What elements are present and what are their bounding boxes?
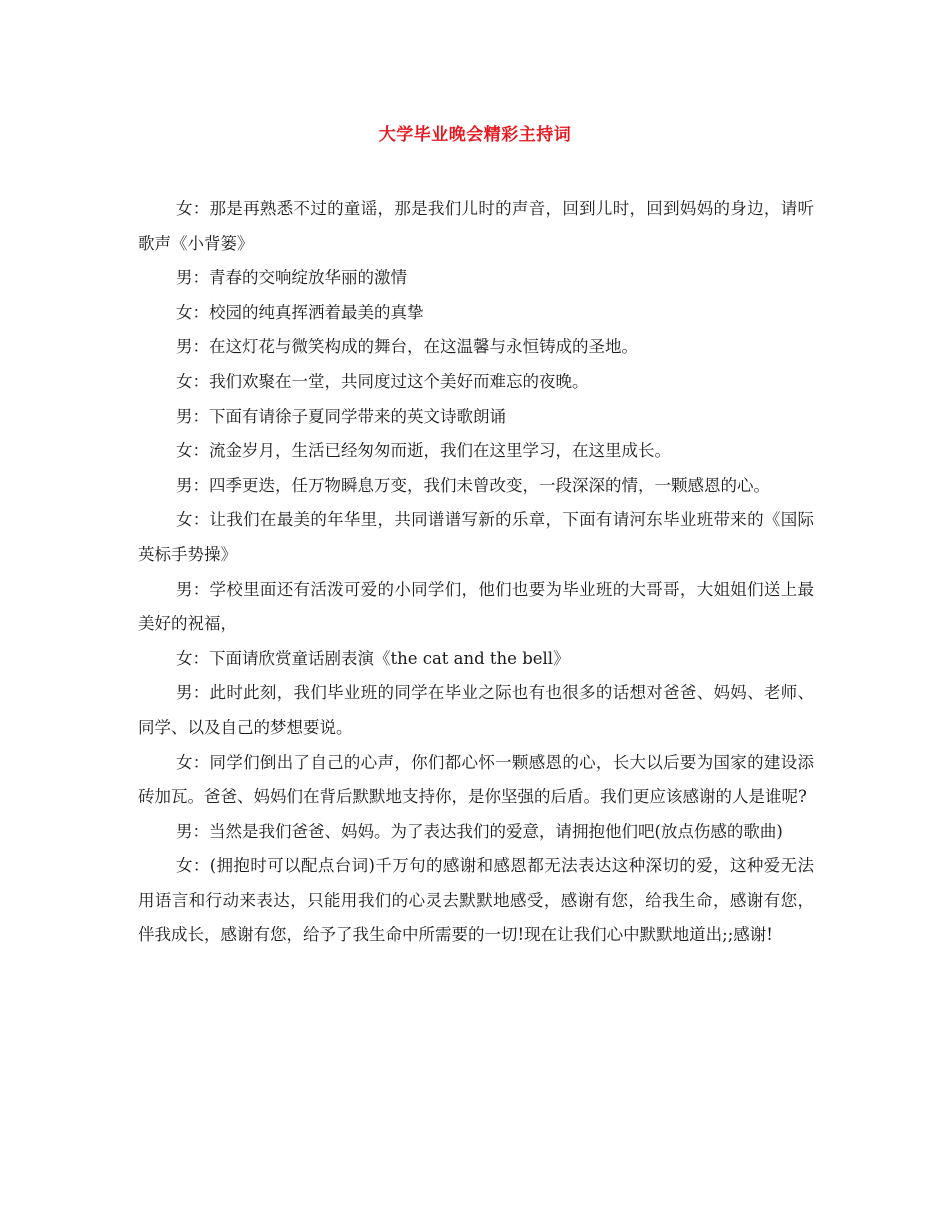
- dialogue-paragraph: 男：青春的交响绽放华丽的激情: [175, 268, 407, 288]
- dialogue-paragraph: 男：当然是我们爸爸、妈妈。为了表达我们的爱意，请拥抱他们吧(放点伤感的歌曲): [175, 821, 783, 841]
- dialogue-paragraph: 男：四季更迭，任万物瞬息万变，我们未曾改变，一段深深的情，一颗感恩的心。: [175, 475, 770, 495]
- dialogue-paragraph: 女：下面请欣赏童话剧表演《the cat and the bell》: [175, 648, 570, 668]
- page-title: 大学毕业晚会精彩主持词: [378, 125, 572, 145]
- dialogue-paragraph: 女：同学们倒出了自己的心声，你们都心怀一颗感恩的心，长大以后要为国家的建设添砖加瓦。爸爸、妈妈们在背后默默地支持你，是你坚强的后盾。我们更应该感谢的人是谁呢?: [138, 752, 814, 807]
- dialogue-paragraph: 女：(拥抱时可以配点台词)千万句的感谢和感恩都无法表达这种深切的爱，这种爱无法用语言和行动来表达，只能用我们的心灵去默默地感受，感谢有您，给我生命，感谢有您，伴我成长，感谢有您，给予了我生命中所需要的一切!现在让我们心中默默地道出;;感谢!: [138, 856, 814, 945]
- dialogue-paragraph: 女：流金岁月，生活已经匆匆而逝，我们在这里学习，在这里成长。: [175, 441, 671, 461]
- dialogue-paragraph: 男：在这灯花与微笑构成的舞台，在这温馨与永恒铸成的圣地。: [175, 337, 638, 357]
- dialogue-paragraph: 女：那是再熟悉不过的童谣，那是我们儿时的声音，回到儿时，回到妈妈的身边，请听歌声《小背篓》: [138, 199, 814, 253]
- dialogue-paragraph: 女：我们欢聚在一堂，共同度过这个美好而难忘的夜晚。: [175, 371, 589, 391]
- dialogue-paragraph: 男：此时此刻，我们毕业班的同学在毕业之际也有也很多的话想对爸爸、妈妈、老师、同学、以及自己的梦想要说。: [138, 683, 814, 737]
- dialogue-paragraph: 男：下面有请徐子夏同学带来的英文诗歌朗诵: [175, 406, 506, 426]
- dialogue-paragraph: 男：学校里面还有活泼可爱的小同学们，他们也要为毕业班的大哥哥，大姐姐们送上最美好的祝福，: [138, 579, 814, 634]
- dialogue-paragraph: 女：校园的纯真挥洒着最美的真挚: [175, 302, 424, 322]
- document-body: [138, 192, 814, 953]
- dialogue-paragraph: 女：让我们在最美的年华里，共同谱谱写新的乐章，下面有请河东毕业班带来的《国际英标手势操》: [138, 510, 814, 564]
